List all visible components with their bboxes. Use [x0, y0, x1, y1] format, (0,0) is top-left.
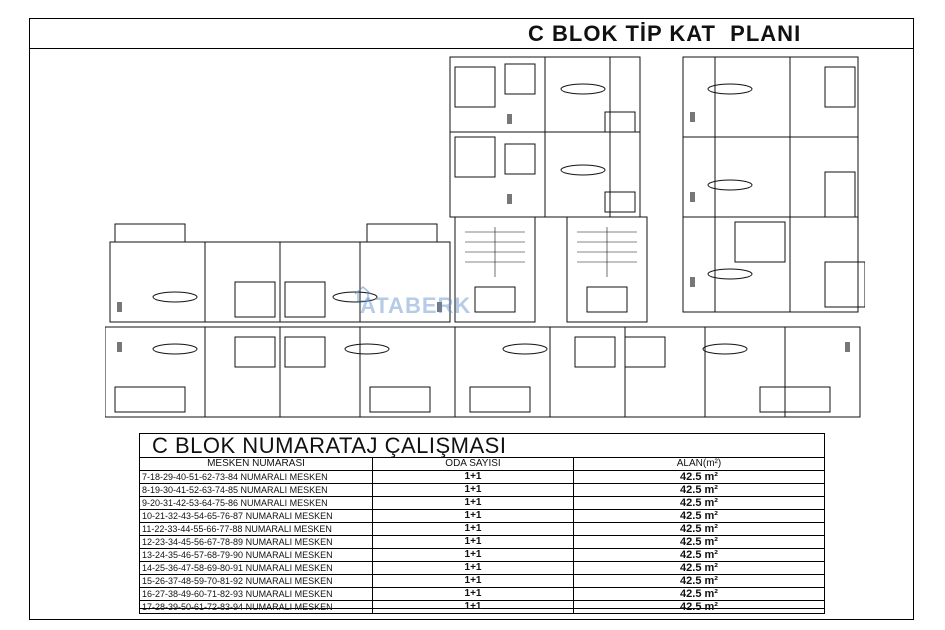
mesken-cell: 16-27-38-49-60-71-82-93 NUMARALI MESKEN: [140, 588, 373, 601]
alan-cell: 42.5 m²: [574, 588, 825, 601]
plan-title: C BLOK TİP KAT PLANI: [528, 21, 802, 46]
table-row: [140, 523, 825, 536]
oda-cell: 1+1: [373, 588, 574, 601]
table-body: [140, 471, 825, 614]
table-row: [140, 484, 825, 497]
table-title: C BLOK NUMARATAJ ÇALIŞMASI: [152, 433, 507, 458]
oda-cell: 1+1: [373, 549, 574, 562]
mesken-cell: 14-25-36-47-58-69-80-91 NUMARALI MESKEN: [140, 562, 373, 575]
table-row: [140, 497, 825, 510]
upper-right-tower: [683, 57, 858, 312]
mesken-cell: 7-18-29-40-51-62-73-84 NUMARALI MESKEN: [140, 471, 373, 484]
alan-cell: 42.5 m²: [574, 484, 825, 497]
mesken-cell: 17-28-39-50-61-72-83-94 NUMARALI MESKEN: [140, 601, 373, 614]
table-row: [140, 588, 825, 601]
mesken-cell: 9-20-31-42-53-64-75-86 NUMARALI MESKEN: [140, 497, 373, 510]
mesken-cell: 15-26-37-48-59-70-81-92 NUMARALI MESKEN: [140, 575, 373, 588]
table-row: [140, 601, 825, 614]
mesken-cell: 8-19-30-41-52-63-74-85 NUMARALI MESKEN: [140, 484, 373, 497]
oda-cell: 1+1: [373, 497, 574, 510]
oda-cell: 1+1: [373, 562, 574, 575]
alan-cell: 42.5 m²: [574, 575, 825, 588]
floor-plan: [105, 52, 865, 422]
oda-cell: 1+1: [373, 471, 574, 484]
column-header: ODA SAYISI: [373, 458, 574, 471]
oda-cell: 1+1: [373, 536, 574, 549]
table-row: [140, 510, 825, 523]
alan-cell: 42.5 m²: [574, 471, 825, 484]
oda-cell: 1+1: [373, 575, 574, 588]
table-row: [140, 536, 825, 549]
column-header: MESKEN NUMARASI: [140, 458, 373, 471]
alan-cell: 42.5 m²: [574, 562, 825, 575]
oda-cell: 1+1: [373, 601, 574, 614]
lower-wing: [105, 327, 860, 417]
oda-cell: 1+1: [373, 484, 574, 497]
mesken-cell: 13-24-35-46-57-68-79-90 NUMARALI MESKEN: [140, 549, 373, 562]
oda-cell: 1+1: [373, 523, 574, 536]
watermark: ATABERK: [360, 293, 472, 318]
mesken-cell: 10-21-32-43-54-65-76-87 NUMARALI MESKEN: [140, 510, 373, 523]
oda-cell: 1+1: [373, 510, 574, 523]
mesken-cell: 12-23-34-45-56-67-78-89 NUMARALI MESKEN: [140, 536, 373, 549]
column-header: ALAN(m²): [574, 458, 825, 471]
table-row: [140, 471, 825, 484]
numbering-table: [139, 457, 825, 614]
alan-cell: 42.5 m²: [574, 497, 825, 510]
mesken-cell: 11-22-33-44-55-66-77-88 NUMARALI MESKEN: [140, 523, 373, 536]
alan-cell: 42.5 m²: [574, 549, 825, 562]
table-header-row: [140, 458, 825, 471]
title-rule: [29, 48, 914, 49]
alan-cell: 42.5 m²: [574, 601, 825, 614]
table-row: [140, 575, 825, 588]
table-row: [140, 562, 825, 575]
alan-cell: 42.5 m²: [574, 536, 825, 549]
alan-cell: 42.5 m²: [574, 510, 825, 523]
table-row: [140, 549, 825, 562]
alan-cell: 42.5 m²: [574, 523, 825, 536]
